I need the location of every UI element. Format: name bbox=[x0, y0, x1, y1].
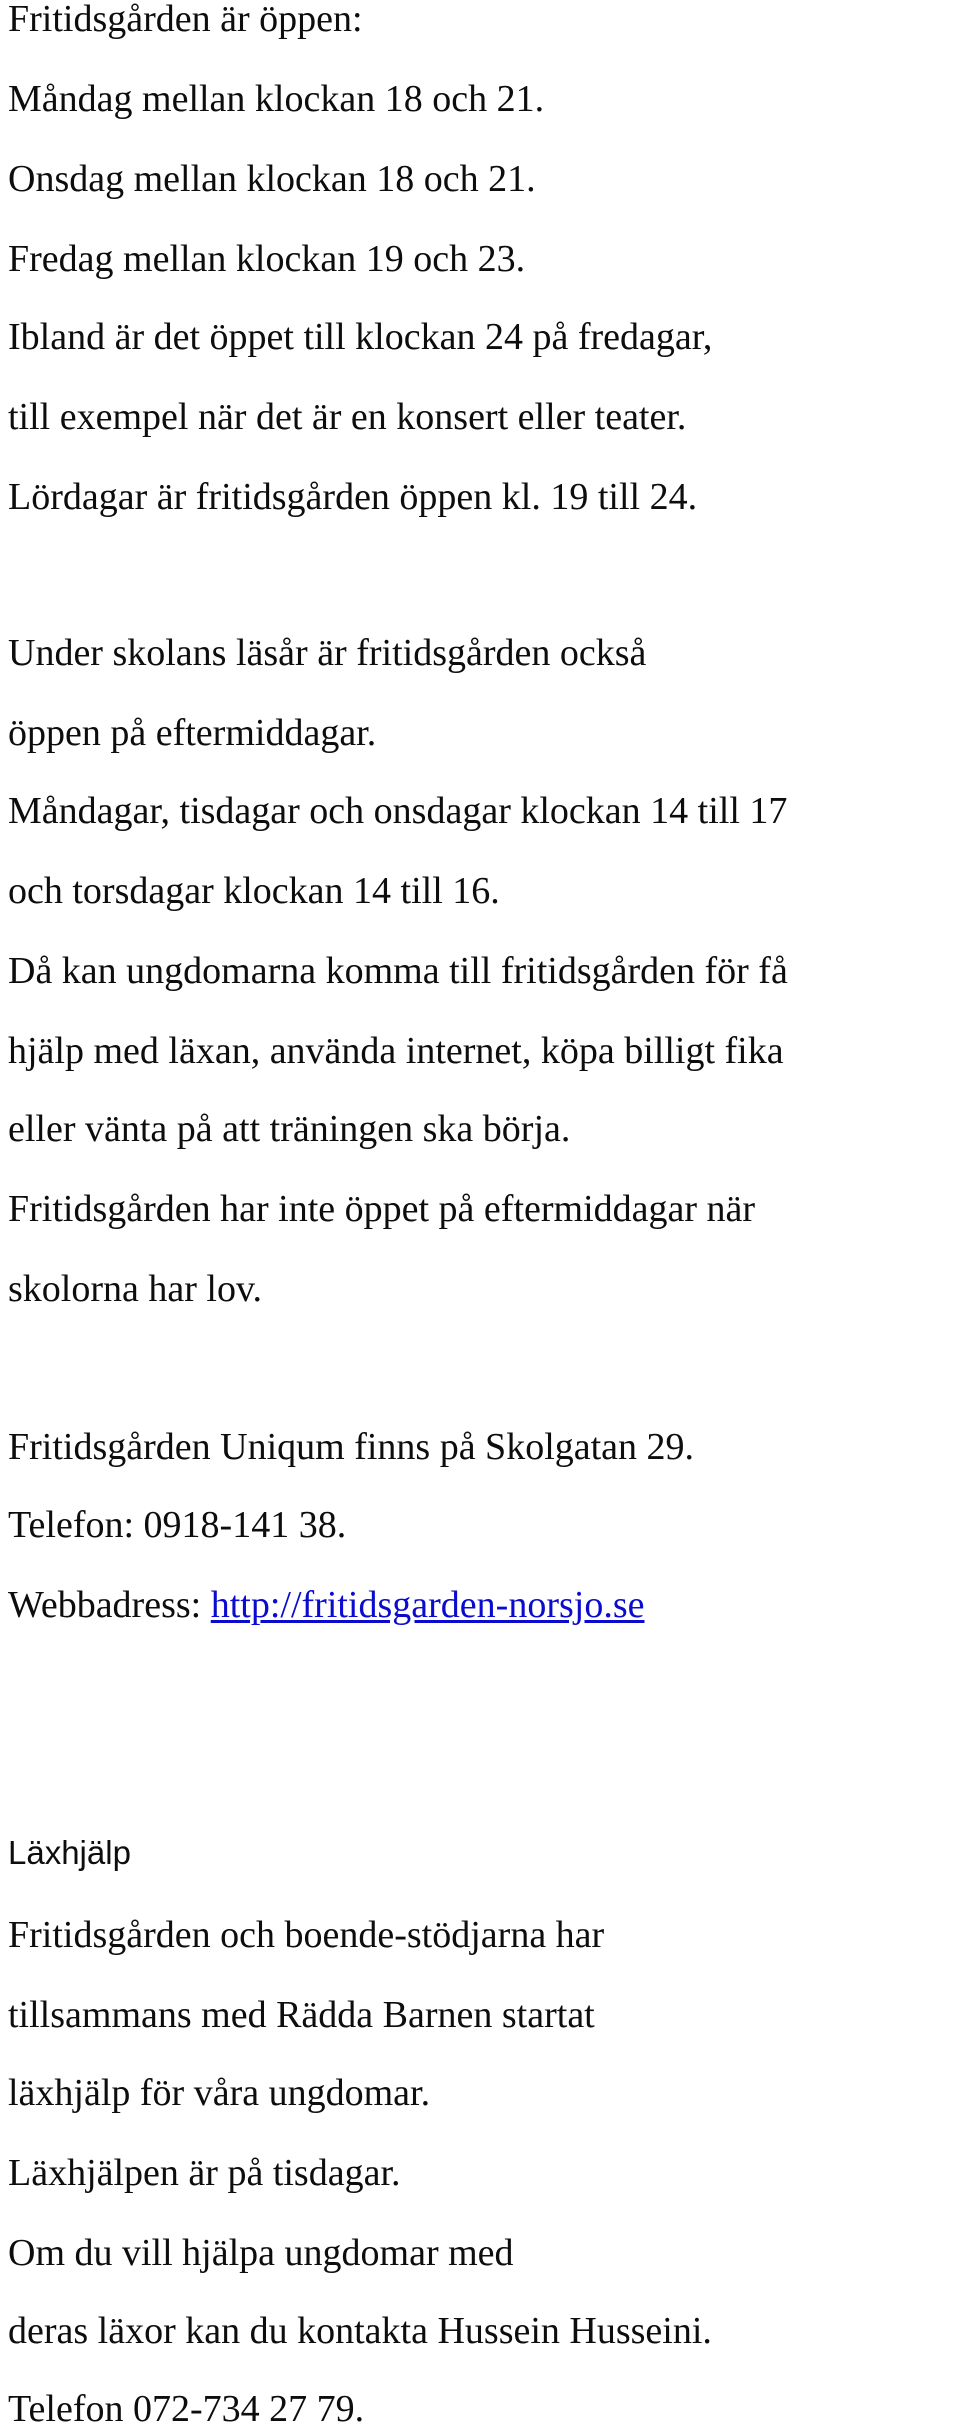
contact-address: Fritidsgården Uniqum finns på Skolgatan 29. bbox=[8, 1426, 695, 1468]
afternoon-intro-cont: öppen på eftermiddagar. bbox=[8, 712, 377, 754]
opening-hours-friday-late: Ibland är det öppet till klockan 24 på fredagar, bbox=[8, 316, 713, 358]
homework-line-3: läxhjälp för våra ungdomar. bbox=[8, 2072, 431, 2114]
afternoon-intro: Under skolans läsår är fritidsgården också bbox=[8, 632, 647, 674]
contact-phone: Telefon: 0918-141 38. bbox=[8, 1504, 347, 1546]
website-link[interactable]: http://fritidsgarden-norsjo.se bbox=[210, 1584, 645, 1626]
opening-hours-friday: Fredag mellan klockan 19 och 23. bbox=[8, 238, 526, 280]
opening-hours-title: Fritidsgården är öppen: bbox=[8, 0, 363, 40]
opening-hours-saturday: Lördagar är fritidsgården öppen kl. 19 till 24. bbox=[8, 476, 698, 518]
homework-volunteer: Om du vill hjälpa ungdomar med bbox=[8, 2232, 514, 2274]
web-label: Webbadress: bbox=[8, 1584, 211, 1626]
homework-line-1: Fritidsgården och boende-stödjarna har bbox=[8, 1914, 605, 1956]
afternoon-days: Måndagar, tisdagar och onsdagar klockan 14 till 17 bbox=[8, 790, 788, 832]
contact-web bbox=[8, 1582, 644, 1628]
opening-hours-monday: Måndag mellan klockan 18 och 21. bbox=[8, 78, 545, 120]
afternoon-thursday: och torsdagar klockan 14 till 16. bbox=[8, 870, 500, 912]
homework-line-2: tillsammans med Rädda Barnen startat bbox=[8, 1994, 595, 2036]
homework-heading: Läxhjälp bbox=[8, 1834, 131, 1871]
afternoon-closed-note: Fritidsgården har inte öppet på eftermiddagar när bbox=[8, 1188, 756, 1230]
homework-contact: deras läxor kan du kontakta Hussein Husseini. bbox=[8, 2310, 712, 2352]
opening-hours-friday-example: till exempel när det är en konsert eller teater. bbox=[8, 396, 687, 438]
opening-hours-wednesday: Onsdag mellan klockan 18 och 21. bbox=[8, 158, 536, 200]
afternoon-activities-end: eller vänta på att träningen ska börja. bbox=[8, 1108, 571, 1150]
homework-day: Läxhjälpen är på tisdagar. bbox=[8, 2152, 401, 2194]
afternoon-closed-note-cont: skolorna har lov. bbox=[8, 1268, 262, 1310]
homework-phone: Telefon 072-734 27 79. bbox=[8, 2388, 365, 2430]
afternoon-activities-cont: hjälp med läxan, använda internet, köpa billigt fika bbox=[8, 1030, 784, 1072]
afternoon-activities: Då kan ungdomarna komma till fritidsgården för få bbox=[8, 950, 788, 992]
